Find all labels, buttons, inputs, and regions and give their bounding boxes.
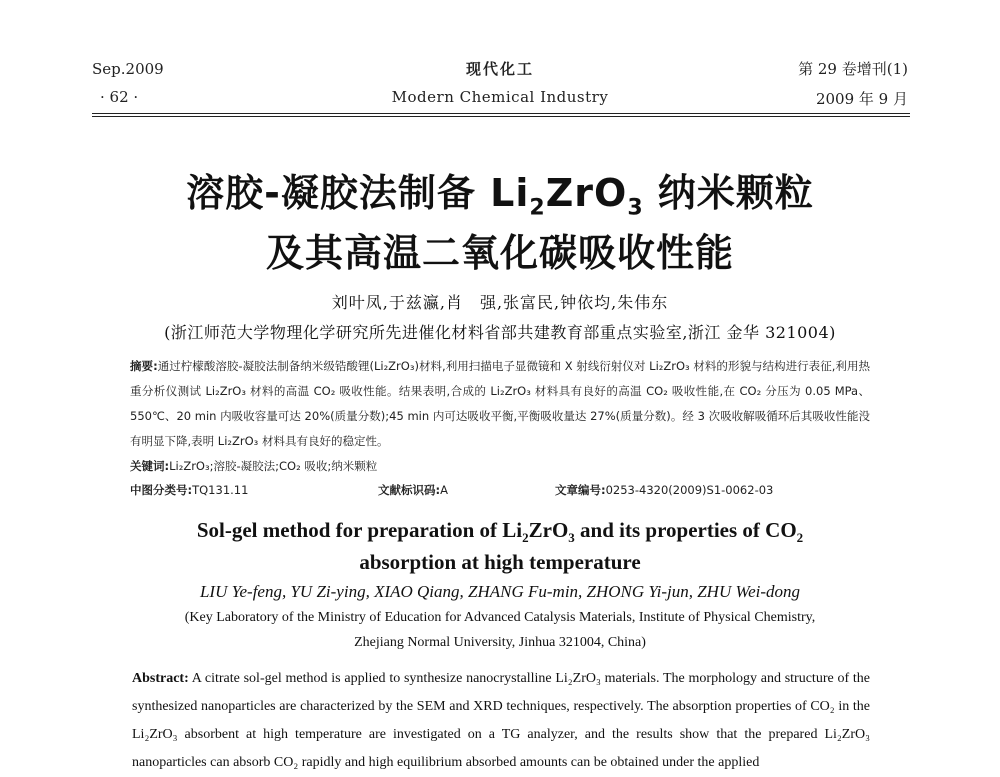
title-en-line1: Sol-gel method for preparation of $Li_2ZrO_3$ and its properties of $CO_2$ [196,518,804,546]
header-date-left: Sep.2009 [92,60,164,78]
abstract-cn-label: 摘要: [130,359,158,373]
abstract-cn [130,354,870,454]
header-volume: 第 29 卷增刊(1) [798,60,908,78]
document-code: 文献标识码:A [378,483,448,497]
header-date-right: 2009 年 9 月 [815,90,908,108]
clc-number: 中图分类号:TQ131.11 [130,483,249,497]
affiliation-en-line2: Zhejiang Normal University, Jinhua 321004, China) [354,635,646,650]
header-journal-en: Modern Chemical Industry [391,88,609,106]
abstract-en [132,665,870,777]
header-page-number: · 62 · [100,88,139,106]
article-number: 文章编号:0253-4320(2009)S1-0062-03 [555,483,774,497]
header-journal-cn: 现代化工 [465,60,534,78]
abstract-en-label: Abstract: [132,671,189,686]
abstract-en-text: A citrate sol-gel method is applied to synthesize nanocrystalline Li₂ZrO₃ materials. The morphology and structure of the synthesized nanoparticles are characterized by the SEM and XRD techniques, respectively. The absorption properties of CO₂ in the Li₂ZrO₃ absorbent at high temperature are investigated on a TG analyzer, and the results show that the prepared Li₂ZrO₃ nanoparticles can absorb CO₂ rapidly and high equilibrium absorbed amounts can be obtained under the applied [132,671,870,770]
affiliation-en-line1: (Key Laboratory of the Ministry of Education for Advanced Catalysis Materials, Institute of Physical Chemistry, [184,610,816,625]
header-rule [92,113,910,114]
title-cn-line1: 溶胶-凝胶法制备 $Li_2ZrO_3$ 纳米颗粒 [186,171,814,221]
header-rule-double [92,116,910,117]
authors-en: LIU Ye-feng, YU Zi-ying, XIAO Qiang, ZHANG Fu-min, ZHONG Yi-jun, ZHU Wei-dong [199,582,801,601]
title-en-line2: absorption at high temperature [359,550,641,574]
authors-cn: 刘叶凤,于兹瀛,肖 强,张富民,钟依均,朱伟东 [331,293,669,312]
title-cn-line2: 及其高温二氧化碳吸收性能 [265,231,734,275]
keywords-line: 关键词:Li₂ZrO₃;溶胶-凝胶法;CO₂ 吸收;纳米颗粒 [130,459,378,473]
abstract-cn-text: 通过柠檬酸溶胶-凝胶法制备纳米级锆酸锂(Li₂ZrO₃)材料,利用扫描电子显微镜和 X 射线衍射仪对 Li₂ZrO₃ 材料的形貌与结构进行表征,利用热重分析仪测试 Li₂ZrO₃ 材料的高温 CO₂ 吸收性能。结果表明,合成的 Li₂ZrO₃ 材料具有良好的高温 CO₂ 吸收性能,在 CO₂ 分压为 0.05 MPa、550℃、20 min 内吸收容量可达 20%(质量分数);45 min 内可达吸收平衡,平衡吸收量达 27%(质量分数)。经 3 次吸收解吸循环后其吸收性能没有明显下降,表明 Li₂ZrO₃ 材料具有良好的稳定性。 [130,359,870,448]
affiliation-cn: (浙江师范大学物理化学研究所先进催化材料省部共建教育部重点实验室,浙江 金华 321004) [164,323,836,342]
